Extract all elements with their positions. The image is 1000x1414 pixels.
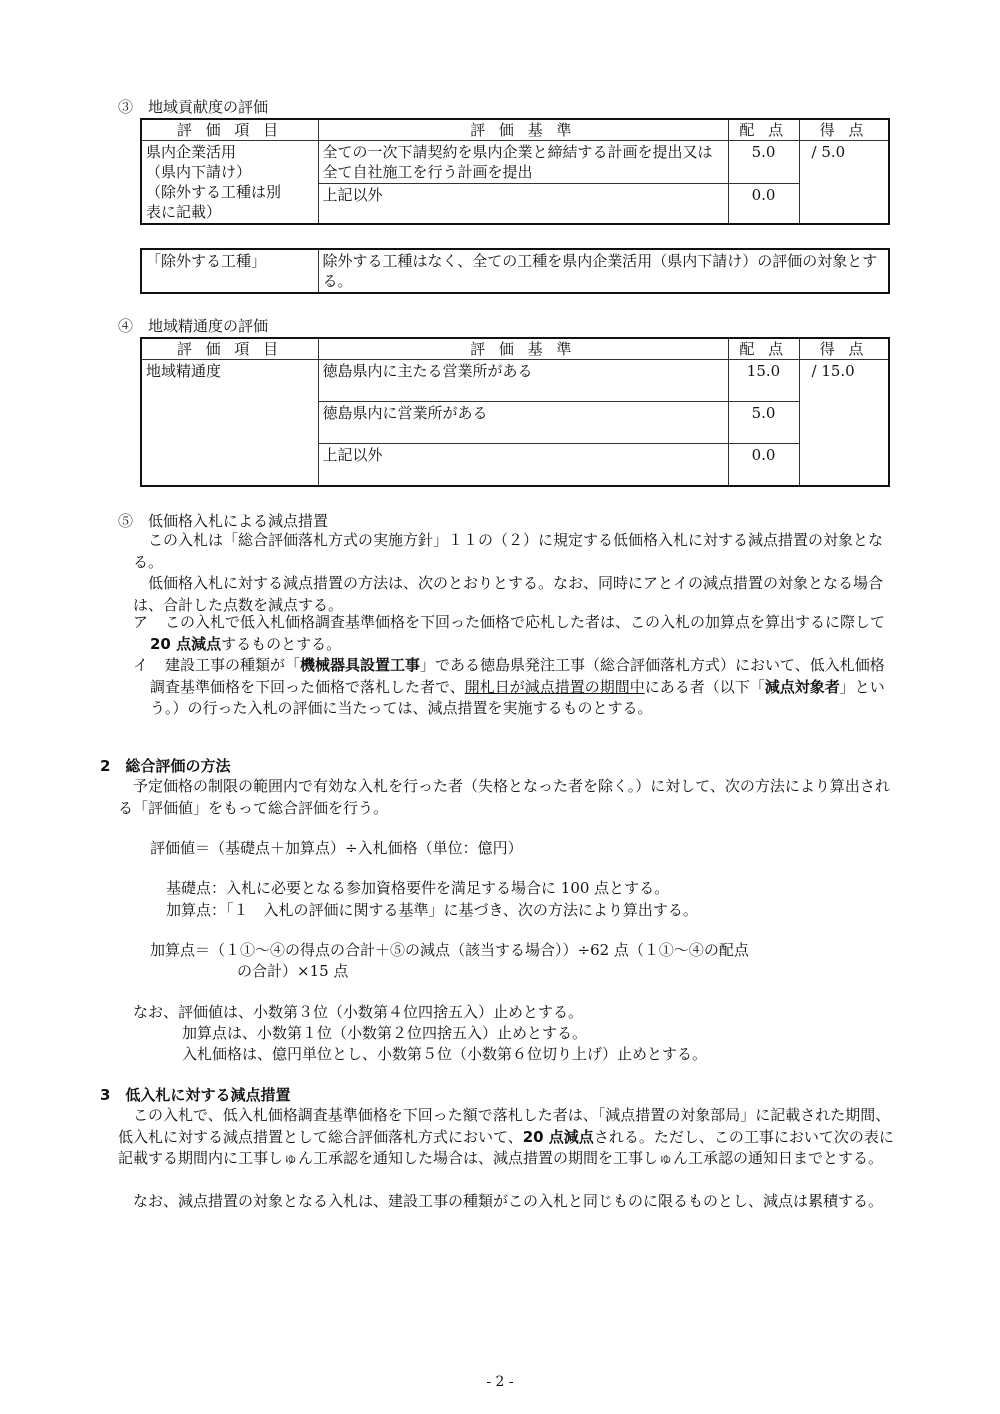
item-i-text-part: にある者（以下「 bbox=[644, 677, 765, 696]
regional-contribution-table bbox=[140, 118, 890, 225]
criteria-cell: 上記以外 bbox=[318, 184, 728, 224]
section-3-main-heading: 3 低入札に対する減点措置 bbox=[100, 1086, 291, 1104]
section-2-paragraph: 予定価格の制限の範囲内で有効な入札を行った者（失格となった者を除く。）に対して、次の方法により算出される「評価値」をもって総合評価を行う。 bbox=[118, 777, 890, 817]
added-points-formula-line-2: の合計）×15 点 bbox=[237, 962, 349, 980]
points-cell: 15.0 bbox=[728, 360, 799, 402]
points-cell: 5.0 bbox=[728, 141, 799, 184]
eval-item-line: （県内下請け） bbox=[146, 163, 252, 181]
col-header-criteria: 評 価 基 準 bbox=[318, 119, 728, 141]
section-5-paragraph-2: 低価格入札に対する減点措置の方法は、次のとおりとする。なお、同時にアとイの減点措置の対象となる場合は、合計した点数を減点する。 bbox=[133, 574, 884, 614]
section-3-text-part: される。ただし、この工事において次の表に記載する期間内に工事しゅん工承認を通知した場合は、減点措置の期間を工事しゅん工承認の通知日までとする。 bbox=[118, 1127, 894, 1167]
item-a-text bbox=[150, 612, 895, 655]
col-header-criteria: 評 価 基 準 bbox=[318, 338, 728, 360]
penalty-20-points: 20 点減点 bbox=[150, 634, 222, 653]
section-4-heading: ④ 地域精通度の評価 bbox=[118, 317, 269, 335]
penalty-target-term: 減点対象者 bbox=[764, 677, 840, 696]
item-i-mark: イ bbox=[133, 656, 149, 674]
points-cell: 5.0 bbox=[728, 402, 799, 444]
penalty-period-condition: 開札日が減点措置の期間中 bbox=[464, 677, 645, 696]
col-header-score: 得 点 bbox=[799, 338, 889, 360]
base-points-definition: 基礎点：入札に必要となる参加資格要件を満足する場合に 100 点とする。 bbox=[166, 879, 670, 897]
construction-type: 機械器具設置工事 bbox=[300, 656, 421, 674]
item-i-text-part: 」である徳島県発注工事（総合評価落札方式）において、低入札価格調査基準価格を下回った価格で落札した者で、 bbox=[150, 656, 885, 696]
item-a-text-part: するものとする。 bbox=[221, 634, 342, 653]
eval-item-line: 県内企業活用 bbox=[146, 143, 237, 161]
rounding-note-3: 入札価格は、億円単位とし、小数第５位（小数第６位切り上げ）止めとする。 bbox=[182, 1045, 708, 1063]
eval-item-line: 表に記載） bbox=[146, 203, 222, 221]
item-i-text bbox=[150, 655, 895, 720]
penalty-20-points-sec3: 20 点減点 bbox=[522, 1127, 594, 1146]
excluded-trades-table bbox=[140, 248, 890, 294]
col-header-points: 配 点 bbox=[728, 119, 799, 141]
section-5-paragraph-1: この入札は「総合評価落札方式の実施方針」１１の（２）に規定する低価格入札に対する減点措置の対象となる。 bbox=[133, 531, 884, 571]
criteria-cell: 徳島県内に営業所がある bbox=[318, 402, 728, 444]
eval-item-cell: 地域精通度 bbox=[141, 360, 318, 486]
item-a-mark: ア bbox=[133, 613, 149, 631]
eval-item-line: （除外する工種は別 bbox=[146, 183, 282, 201]
col-header-item: 評 価 項 目 bbox=[141, 338, 318, 360]
section-3-paragraph-2: なお、減点措置の対象となる入札は、建設工事の種類がこの入札と同じものに限るものとし、減点は累積する。 bbox=[133, 1192, 884, 1210]
section-3-heading: ③ 地域貢献度の評価 bbox=[118, 98, 269, 116]
section-2-heading: 2 総合評価の方法 bbox=[100, 757, 231, 775]
col-header-points: 配 点 bbox=[728, 338, 799, 360]
excluded-trades-text: 除外する工種はなく、全ての工種を県内企業活用（県内下請け）の評価の対象とする。 bbox=[318, 249, 889, 293]
criteria-cell: 上記以外 bbox=[318, 444, 728, 486]
criteria-cell: 徳島県内に主たる営業所がある bbox=[318, 360, 728, 402]
criteria-cell: 全ての一次下請契約を県内企業と締結する計画を提出又は全て自社施工を行う計画を提出 bbox=[318, 141, 728, 184]
regional-familiarity-table bbox=[140, 337, 890, 487]
score-cell: / 5.0 bbox=[799, 141, 889, 225]
points-cell: 0.0 bbox=[728, 184, 799, 224]
eval-item-cell bbox=[141, 141, 318, 225]
col-header-item: 評 価 項 目 bbox=[141, 119, 318, 141]
rounding-note-1: なお、評価値は、小数第３位（小数第４位四捨五入）止めとする。 bbox=[133, 1003, 584, 1021]
item-i-text-part: 建設工事の種類が「 bbox=[165, 656, 301, 674]
item-a-text-part: この入札で低入札価格調査基準価格を下回った価格で応札した者は、この入札の加算点を算出するに際して bbox=[165, 613, 886, 631]
added-points-definition: 加算点：「１ 入札の評価に関する基準」に基づき、次の方法により算出する。 bbox=[166, 901, 698, 919]
section-3-paragraph-1 bbox=[118, 1105, 895, 1170]
evaluation-value-formula: 評価値＝（基礎点＋加算点）÷入札価格（単位：億円） bbox=[150, 839, 523, 857]
page-number: - 2 - bbox=[486, 1374, 514, 1390]
section-3-text-part: この入札で、低入札価格調査基準価格を下回った額で落札した者は、「減点措置の対象部局」に記載された期間、低入札に対する減点措置として総合評価落札方式において、 bbox=[118, 1106, 891, 1146]
section-5-heading: ⑤ 低価格入札による減点措置 bbox=[118, 512, 329, 530]
col-header-score: 得 点 bbox=[799, 119, 889, 141]
score-cell: / 15.0 bbox=[799, 360, 889, 486]
excluded-trades-label: 「除外する工種」 bbox=[141, 249, 318, 293]
item-i-text-part: 」という。）の行った入札の評価に当たっては、減点措置を実施するものとする。 bbox=[150, 677, 885, 717]
rounding-note-2: 加算点は、小数第１位（小数第２位四捨五入）止めとする。 bbox=[182, 1024, 588, 1042]
points-cell: 0.0 bbox=[728, 444, 799, 486]
added-points-formula-line-1: 加算点＝（１①～④の得点の合計＋⑤の減点（該当する場合））÷62 点（１①～④の配点 bbox=[150, 941, 749, 959]
